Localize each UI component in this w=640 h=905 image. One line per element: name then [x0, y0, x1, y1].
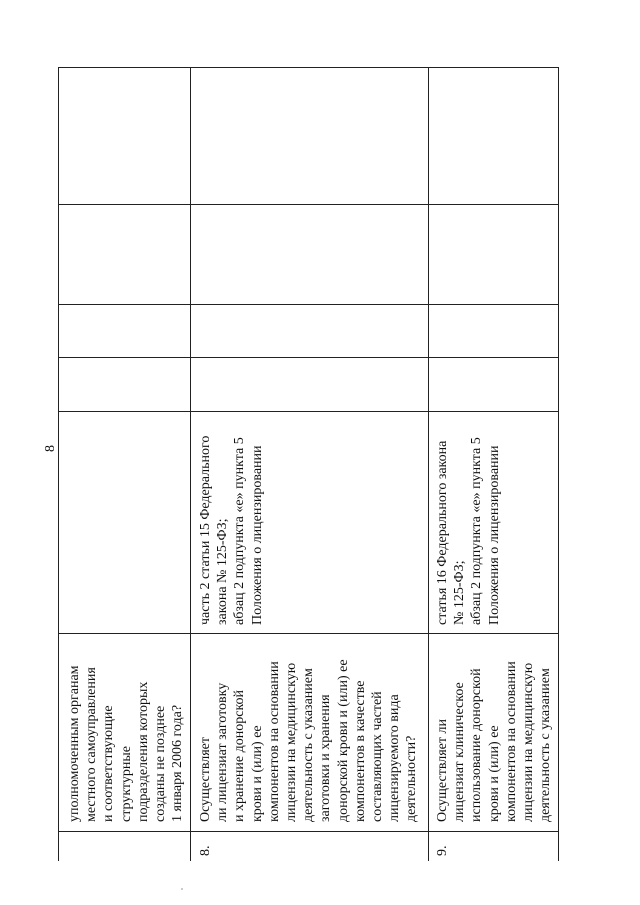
row-separator: [428, 67, 429, 861]
question-cell: уполномоченным органам местного самоуправления и соответствующие структурные подразделения которых созданы не позднее 1 января 2006 года?: [67, 665, 186, 822]
table-top-border: [58, 67, 558, 68]
table-right-border: [558, 67, 559, 861]
table-column-line: [58, 204, 558, 205]
question-cell: Осуществляет ли лицензиат клиническое использование донорской крови и (или) ее компонентов на основании лицензии на медицинскую деятельность с указанием: [435, 661, 554, 822]
row-separator: [190, 67, 191, 861]
table-left-border: [58, 67, 59, 861]
table-column-line: [58, 831, 558, 832]
table-column-line: [58, 411, 558, 412]
item-number: 9.: [435, 845, 450, 856]
table-column-line: [58, 633, 558, 634]
item-number: 8.: [198, 845, 213, 856]
question-cell: Осуществляет ли лицензиат заготовку и хранение донорской крови и (или) ее компонентов на основании лицензии на медицинскую деятельность с указанием заготовки и хранения донорской крови и (или) ее компонентов в качестве составляющих частей лицензируемого вида деятельности?: [198, 659, 420, 822]
page-number: 8: [43, 445, 58, 452]
requirements-cell: статья 16 Федерального закона № 125-ФЗ; абзац 2 подпункта «е» пункта 5 Положения о лицензировании: [435, 437, 502, 625]
table-column-line: [58, 304, 558, 305]
requirements-cell: часть 2 статьи 15 Федерального закона № 125-ФЗ; абзац 2 подпункта «е» пункта 5 Положения о лицензировании: [198, 435, 265, 625]
table-column-line: [58, 357, 558, 358]
scan-artifact: [181, 888, 183, 890]
